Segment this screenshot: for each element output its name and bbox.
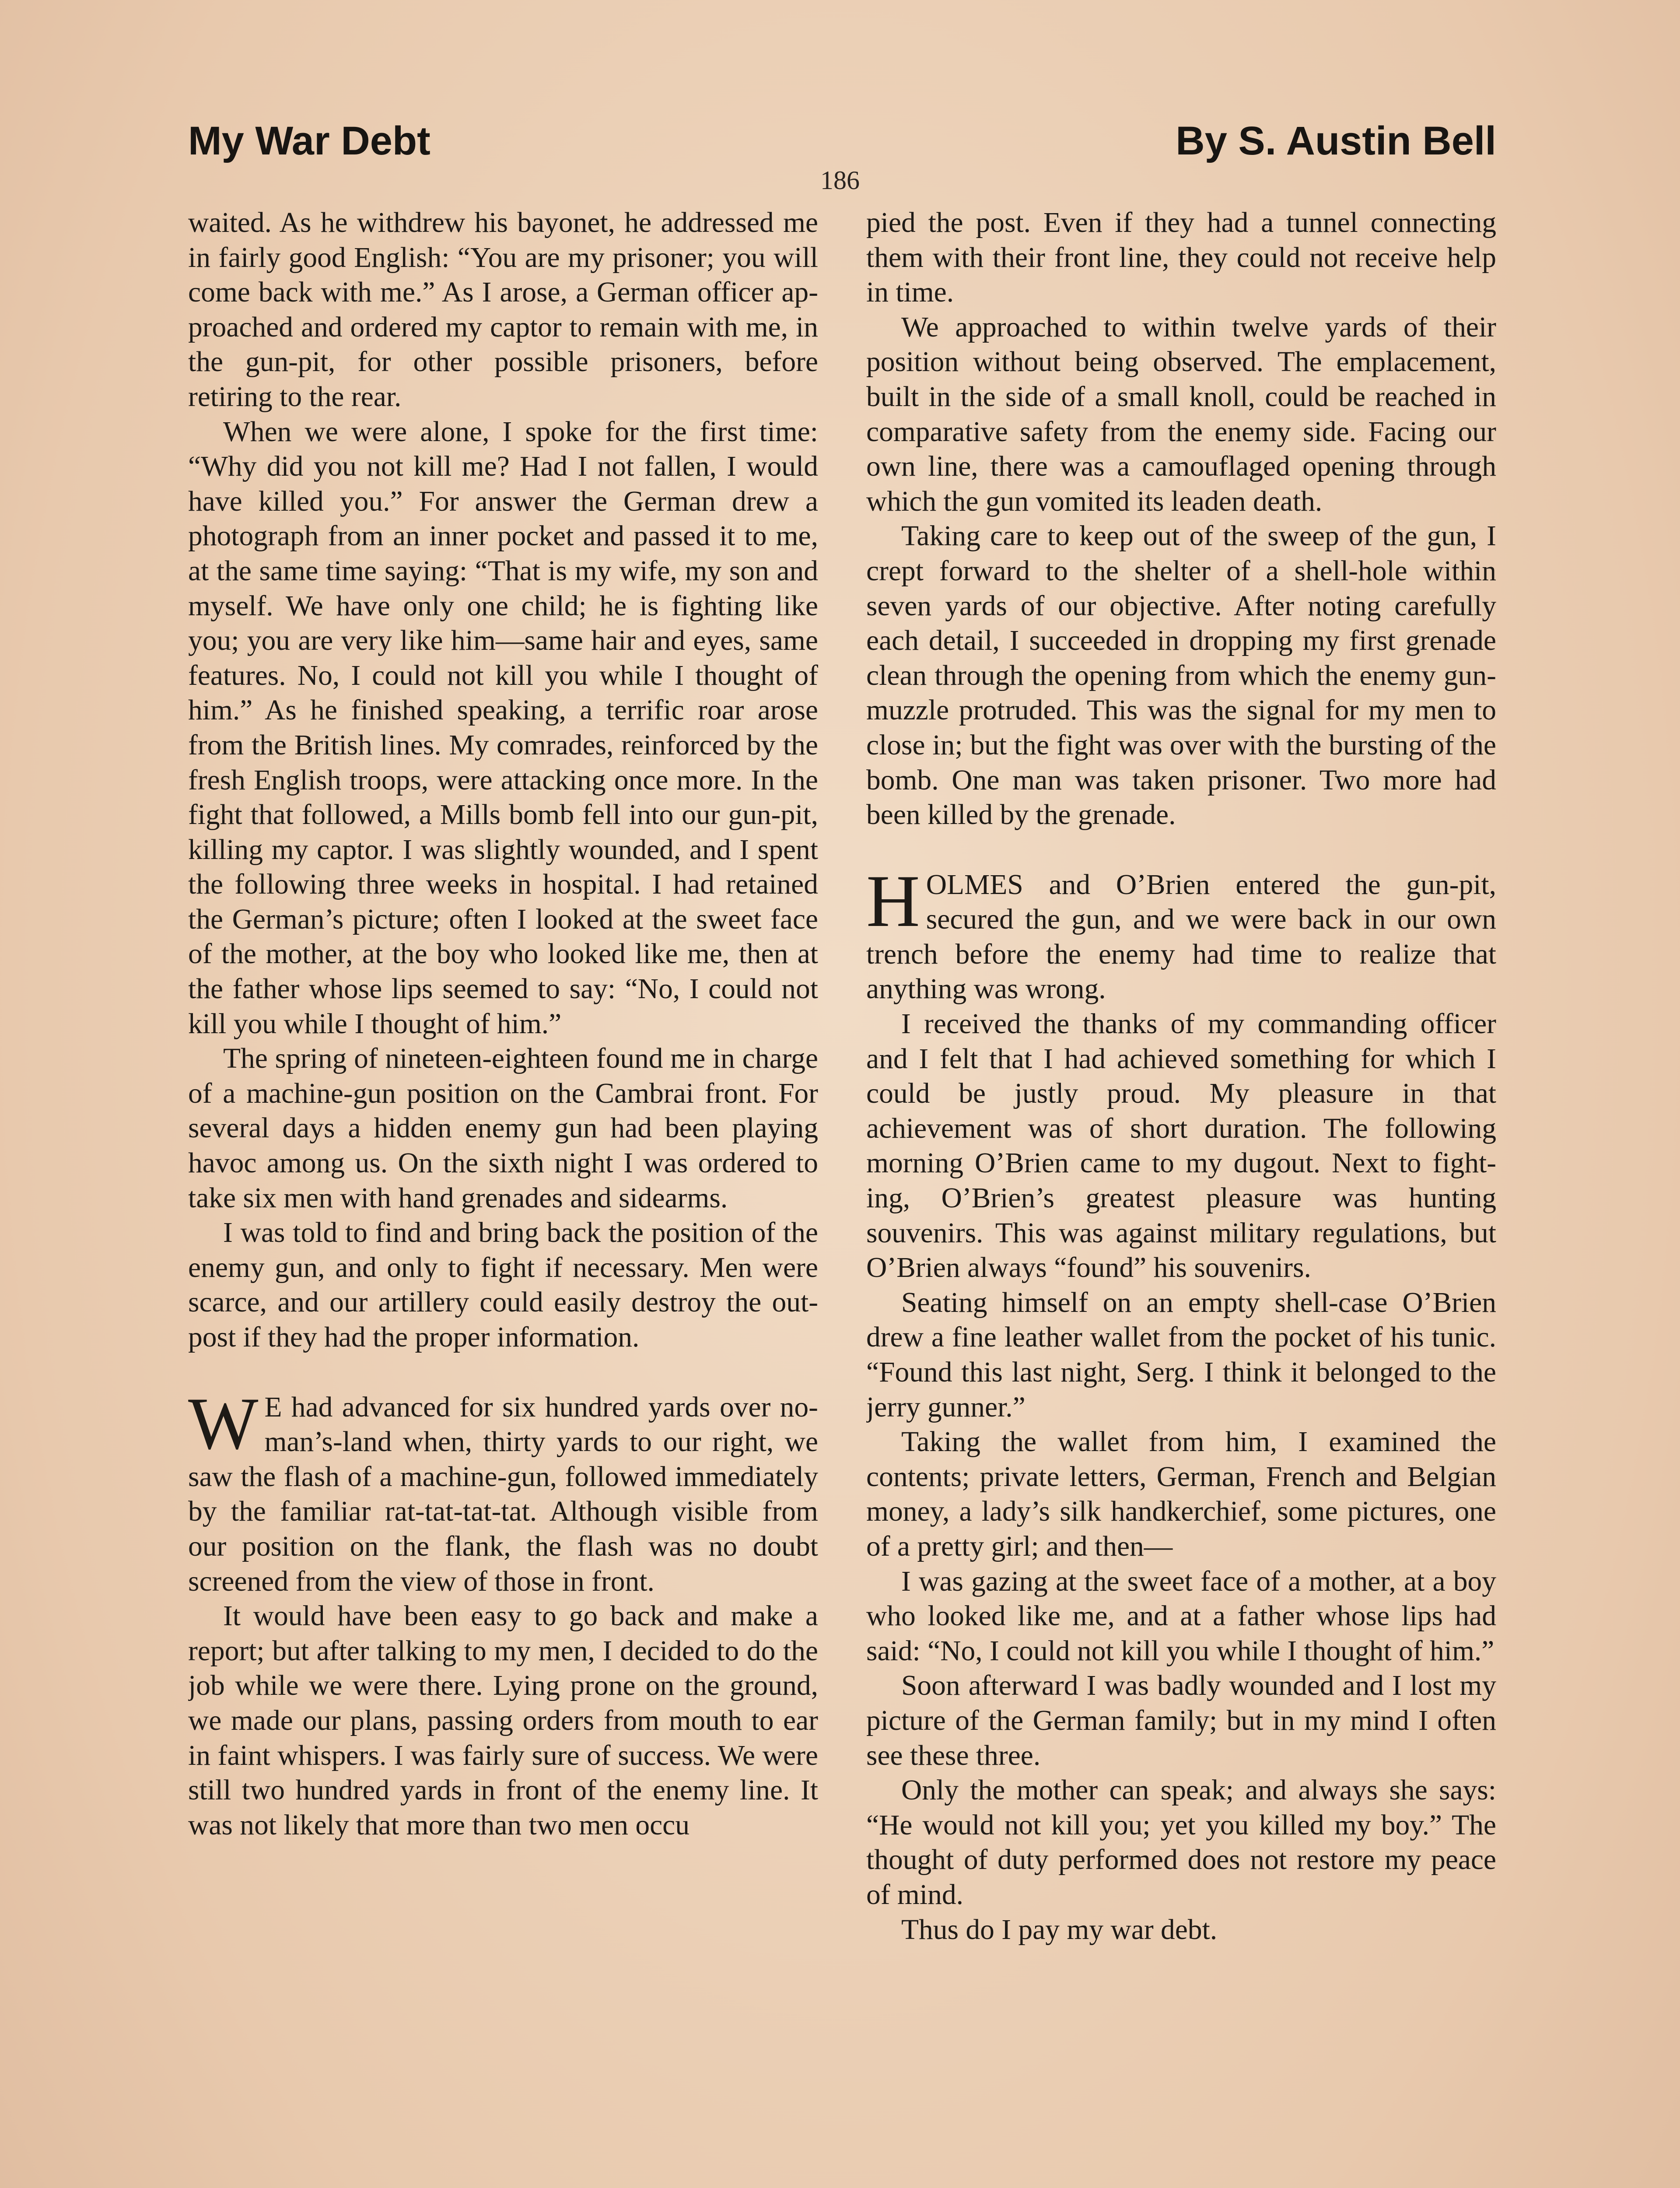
paragraph: When we were alone, I spoke for the first time: “Why did you not kill me? Had I not fallen, I would have killed you.” For answer the German drew a photograph from an inner pocket and passed it to me, at the same time saying: “That is my wife, my son and myself. We have only one child; he is fighting like you; you are very like him—same hair and eyes, same features. No, I could not kill you while I thought of him.” As he finished speaking, a terrific roar arose from the British lines. My comrades, reinforced by the fresh English troops, were attacking once more. In the fight that followed, a Mills bomb fell into our gun-pit, killing my captor. I was slightly wounded, and I spent the following three weeks in hospital. I had retained the German’s picture; often I looked at the sweet face of the mother, at the boy who looked like me, then at the father whose lips seemed to say: “No, I could not kill you while I thought of him.”	[188, 416, 818, 1040]
paragraph: Thus do I pay my war debt.	[901, 1914, 1218, 1946]
paragraph: Taking the wallet from him, I examined the contents; private letters, German, French and Belgian money, a lady’s silk handkerchief, some pictures, one of a pretty girl; and then—	[866, 1426, 1496, 1562]
paragraph: It would have been easy to go back and make a report; but after talking to my men, I decided to do the job while we were there. Lying prone on the ground, we made our plans, passing orders from mouth to ear in faint whispers. I was fairly sure of success. We were still two hundred yards in front of the enemy line. It was not likely that more than two men occu	[188, 1600, 818, 1841]
paragraph: The spring of nineteen-eighteen found me in charge of a machine-gun position on the Cambrai front. For several days a hidden enemy gun had been playing havoc among us. On the sixth night I was ordered to take six men with hand grenades and sidearms.	[188, 1043, 818, 1214]
paragraph: Only the mother can speak; and always she says: “He would not kill you; yet you killed my boy.” The thought of duty performed does not restore my peace of mind.	[866, 1774, 1496, 1911]
paragraph: pied the post. Even if they had a tunnel connecting them with their front line, they could not receive help in time.	[866, 207, 1496, 309]
paragraph: I received the thanks of my commanding officer and I felt that I had achieved something for which I could be justly proud. My pleasure in that achievement was of short duration. The following morning O’Brien came to my dugout. Next to fighting, O’Brien’s greatest pleasure was hunting souvenirs. This was against military regulations, but O’Brien always “found” his souvenirs.	[866, 1008, 1496, 1284]
right-column	[866, 206, 1496, 2188]
paragraph: Taking care to keep out of the sweep of the gun, I crept forward to the shelter of a shell-hole within seven yards of our objective. After noting carefully each detail, I succeeded in dropping my first grenade clean through the opening from which the enemy gun-muzzle protruded. This was the signal for my men to close in; but the fight was over with the bursting of the bomb. One man was taken prisoner. Two more had been killed by the grenade.	[866, 520, 1496, 831]
paragraph: waited. As he withdrew his bayonet, he addressed me in fairly good English: “You are my prisoner; you will come back with me.” As I arose, a German officer approached and ordered my captor to remain with me, in the gun-pit, for other possible prisoners, before retiring to the rear.	[188, 207, 818, 413]
paragraph: I was told to find and bring back the position of the enemy gun, and only to fight if necessary. Men were scarce, and our artillery could easily destroy the outpost if they had the proper information.	[188, 1217, 818, 1353]
paragraph: I was gazing at the sweet face of a mother, at a boy who looked like me, and at a father whose lips had said: “No, I could not kill you while I thought of him.”	[866, 1565, 1496, 1667]
page-number: 186	[820, 166, 860, 195]
left-column	[188, 206, 818, 2188]
page-header	[188, 118, 1496, 164]
paragraph: We approached to within twelve yards of their position without being observed. The emplacement, built in the side of a small knoll, could be reached in comparative safety from the enemy side. Facing our own line, there was a camouflaged opening through which the gun vomited its leaden death.	[866, 311, 1496, 517]
paragraph: Soon afterward I was badly wounded and I lost my picture of the German family; but in my mind I often see these three.	[866, 1670, 1496, 1771]
story-author: By S. Austin Bell	[1176, 119, 1496, 163]
section-paragraph: WE had advanced for six hundred yards over no-man’s-land when, thirty yards to our right, we saw the flash of a machine-gun, followed immediately by the familiar rat-tat-tat-tat. Although visible from our position on the flank, the flash was no doubt screened from the view of those in front.	[188, 1382, 818, 1597]
text-columns	[188, 206, 1496, 2188]
section-paragraph: HOLMES and O’Brien entered the gun-pit, secured the gun, and we were back in our own trench before the enemy had time to realize that anything was wrong.	[866, 859, 1496, 1005]
paragraph: Seating himself on an empty shell-case O’Brien drew a fine leather wallet from the pocket of his tunic. “Found this last night, Serg. I think it belonged to the jerry gunner.”	[866, 1287, 1496, 1423]
story-title: My War Debt	[188, 119, 430, 163]
